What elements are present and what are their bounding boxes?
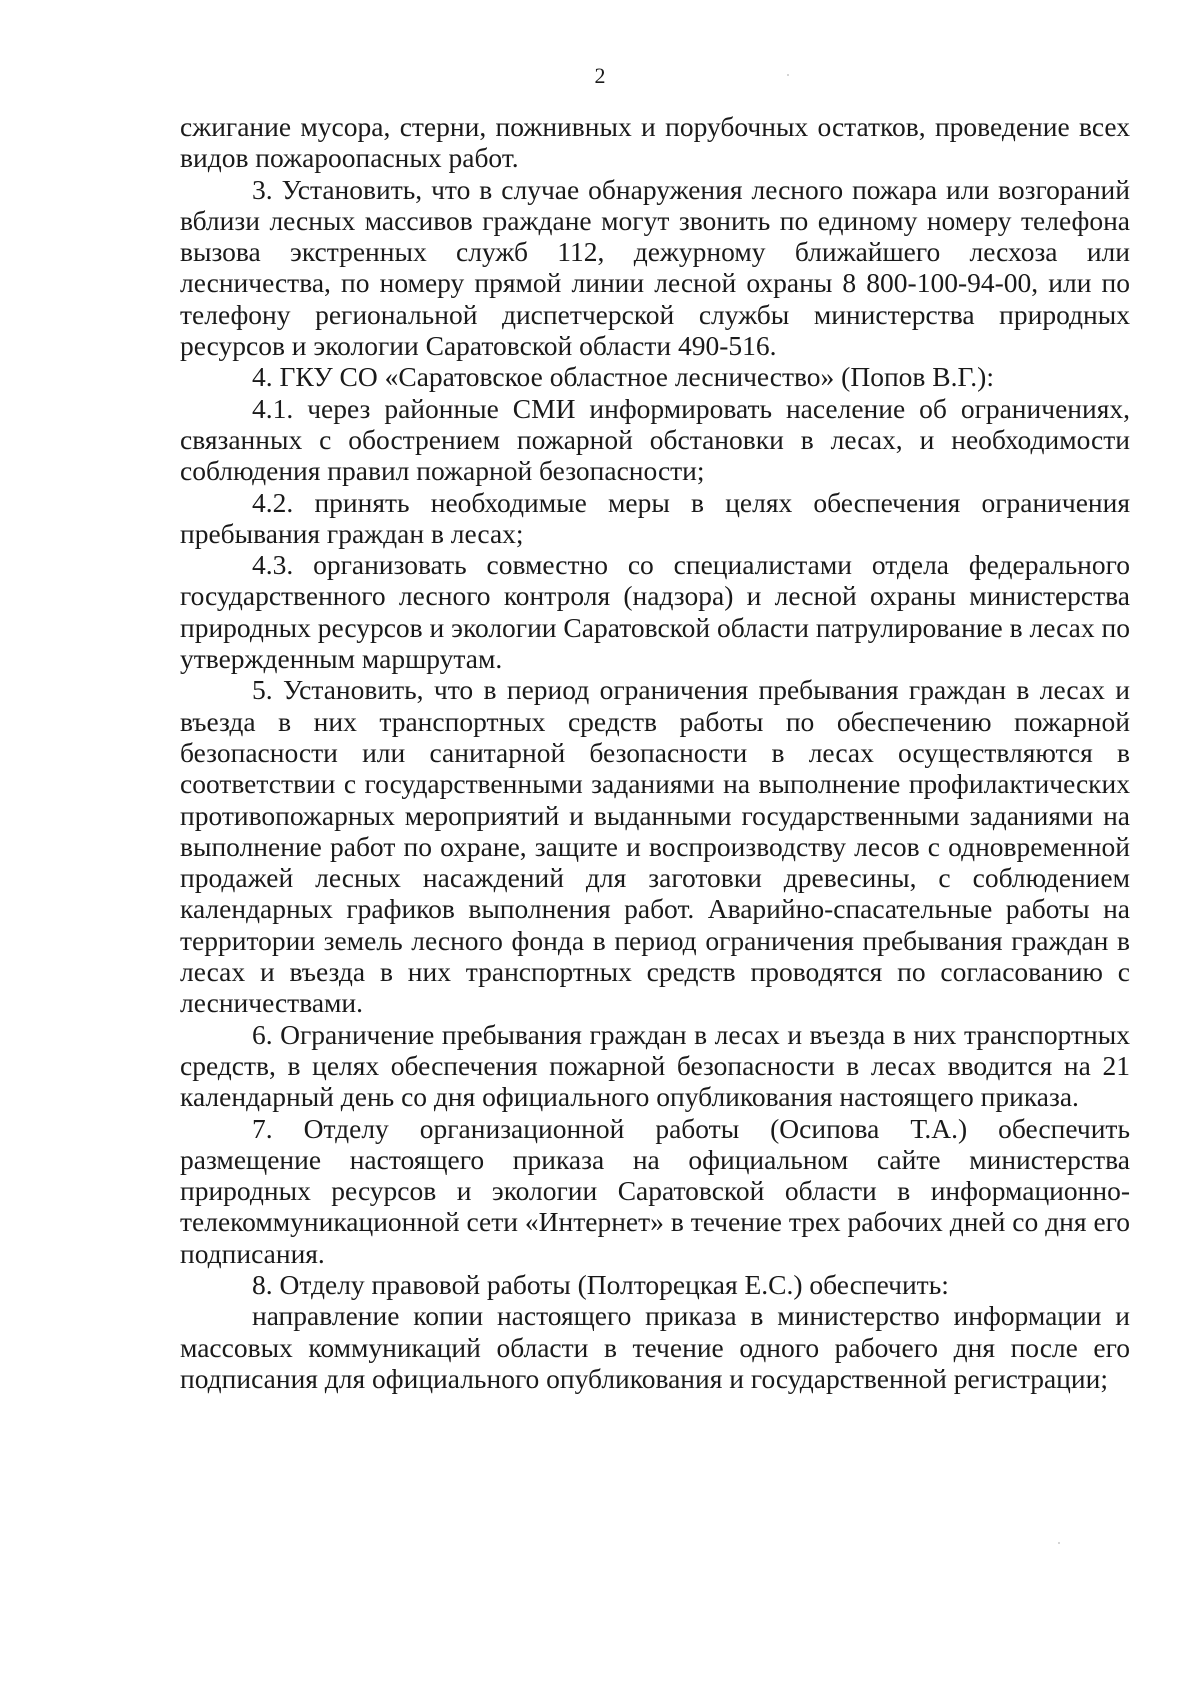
paragraph-item-8: 8. Отделу правовой работы (Полторецкая Е.С.) обеспечить: [252,1268,949,1300]
scan-speck [787,74,789,76]
page-number: 2 [594,63,606,88]
document-body [180,111,1130,1394]
paragraph-item-4-2: 4.2. принять необходимые меры в целях обеспечения ограничения пребывания граждан в лесах; [180,486,1130,549]
paragraph-item-7: 7. Отделу организационной работы (Осипова Т.А.) обеспечить размещение настоящего приказа на официальном сайте министерства природных ресурсов и экологии Саратовской области в информационно-телекоммуникационной сети «Интернет» в течение трех рабочих дней со дня его подписания. [180,1112,1130,1269]
paragraph-item-4-3: 4.3. организовать совместно со специалистами отдела федерального государственного лесного контроля (надзора) и лесной охраны министерства природных ресурсов и экологии Саратовской области патрулирование в лесах по утвержденным маршрутам. [180,549,1130,675]
paragraph-item-4: 4. ГКУ СО «Саратовское областное лесничество» (Попов В.Г.): [252,361,994,393]
scan-speck [1058,1542,1060,1544]
paragraph-item-5: 5. Установить, что в период ограничения пребывания граждан в лесах и въезда в них транспортных средств работы по обеспечению пожарной безопасности или санитарной безопасности в лесах осуществляются в соответствии с государственными заданиями на выполнение профилактических противопожарных мероприятий и выданными государственными заданиями на выполнение работ по охране, защите и воспроизводству лесов с одновременной продажей лесных насаждений для заготовки древесины, с соблюдением календарных графиков выполнения работ. Аварийно-спасательные работы на территории земель лесного фонда в период ограничения пребывания граждан в лесах и въезда в них транспортных средств проводятся по согласованию с лесничествами. [180,674,1130,1019]
paragraph-item-8-sub: направление копии настоящего приказа в министерство информации и массовых коммуникаций области в течение одного рабочего дня после его подписания для официального опубликования и государственной регистрации; [180,1300,1130,1394]
paragraph-item-6: 6. Ограничение пребывания граждан в лесах и въезда в них транспортных средств, в целях обеспечения пожарной безопасности в лесах вводится на 21 календарный день со дня официального опубликования настоящего приказа. [180,1018,1130,1113]
paragraph-item-4-1: 4.1. через районные СМИ информировать население об ограничениях, связанных с обострением пожарной обстановки в лесах, и необходимости соблюдения правил пожарной безопасности; [180,392,1130,487]
paragraph-continuation: сжигание мусора, стерни, пожнивных и порубочных остатков, проведение всех видов пожароопасных работ. [180,111,1130,174]
paragraph-item-3: 3. Установить, что в случае обнаружения лесного пожара или возгораний вблизи лесных массивов граждане могут звонить по единому номеру телефона вызова экстренных служб 112, дежурному ближайшего лесхоза или лесничества, по номеру прямой линии лесной охраны 8 800-100-94-00, или по телефону региональной диспетчерской службы министерства природных ресурсов и экологии Саратовской области 490-516. [180,173,1130,362]
